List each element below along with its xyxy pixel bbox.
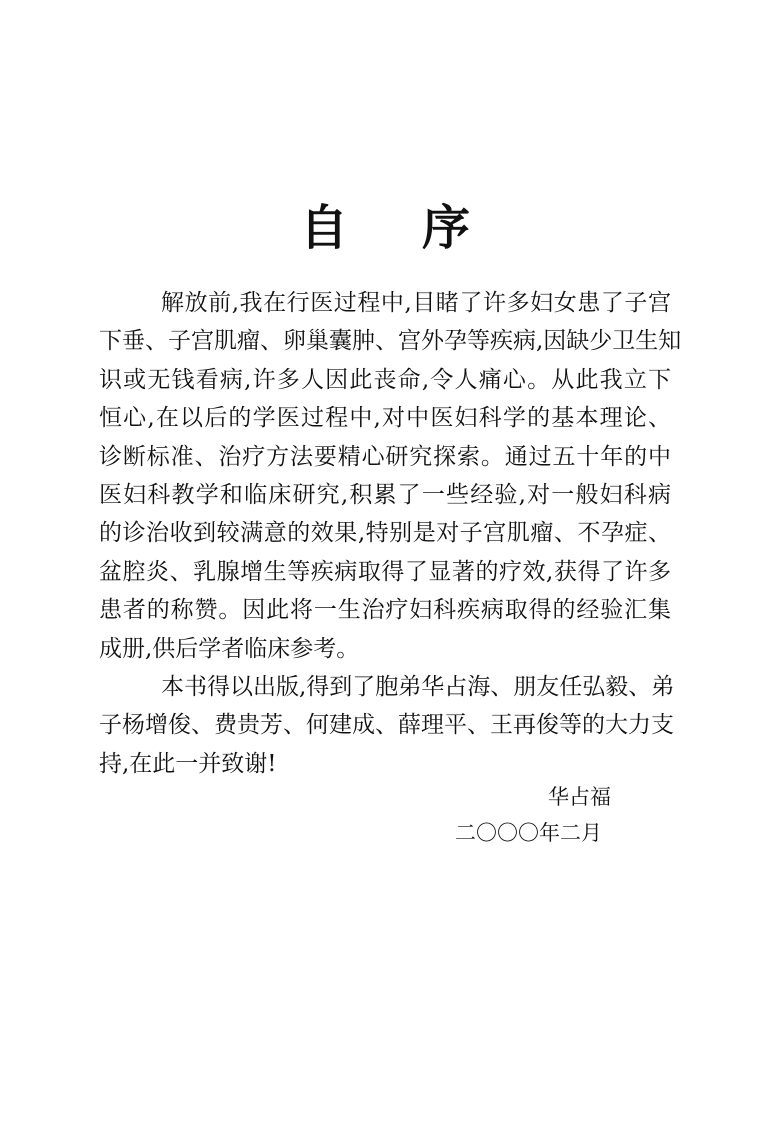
page-title bbox=[300, 200, 470, 256]
text-line: 持,在此一并致谢! bbox=[99, 750, 277, 777]
text-line: 本书得以出版,得到了胞弟华占海、朋友任弘毅、弟 bbox=[161, 673, 675, 700]
text-line: 识或无钱看病,许多人因此丧命,令人痛心。从此我立下 bbox=[99, 366, 671, 393]
text-line: 诊断标准、治疗方法要精心研究探索。通过五十年的中 bbox=[99, 443, 671, 470]
text-line: 子杨增俊、费贵芳、何建成、薛理平、王再俊等的大力支 bbox=[99, 712, 674, 739]
title-char-1: 自 bbox=[300, 200, 349, 256]
title-char-2: 序 bbox=[421, 200, 470, 256]
text-line: 医妇科教学和临床研究,积累了一些经验,对一般妇科病 bbox=[99, 481, 671, 508]
text-line: 下垂、子宫肌瘤、卵巢囊肿、宫外孕等疾病,因缺少卫生知 bbox=[99, 328, 682, 355]
text-line: 的诊治收到较满意的效果,特别是对子宫肌瘤、不孕症、 bbox=[99, 520, 671, 547]
text-line: 患者的称赞。因此将一生治疗妇科疾病取得的经验汇集 bbox=[99, 597, 671, 624]
author-signature: 华占福 bbox=[548, 785, 611, 809]
text-line: 盆腔炎、乳腺增生等疾病取得了显著的疗效,获得了许多 bbox=[99, 558, 671, 585]
preface-body bbox=[99, 284, 682, 783]
text-line: 成册,供后学者临床参考。 bbox=[99, 635, 360, 662]
text-line: 恒心,在以后的学医过程中,对中医妇科学的基本理论、 bbox=[99, 405, 671, 432]
preface-date: 二〇〇〇年二月 bbox=[455, 821, 602, 845]
text-line: 解放前,我在行医过程中,目睹了许多妇女患了子宫 bbox=[161, 290, 671, 316]
